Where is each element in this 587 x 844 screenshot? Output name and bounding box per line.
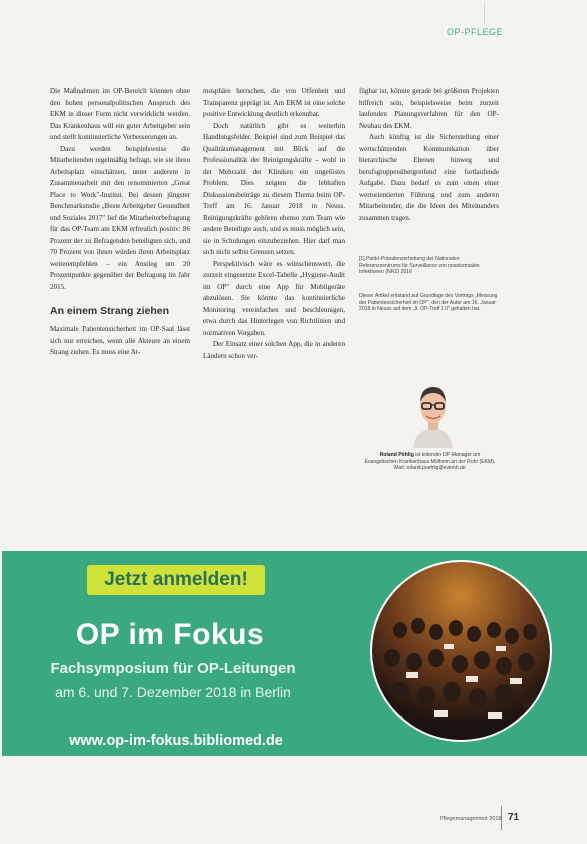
article-column-1: [50, 86, 190, 359]
ad-date: am 6. und 7. Dezember 2018 in Berlin: [55, 684, 291, 700]
conference-audience-photo: [370, 560, 552, 742]
paragraph: Der Einsatz einer solchen App, die in anderen Ländern schon ver-: [203, 340, 345, 360]
paragraph: Die Maßnahmen im OP-Bereich könnten ohne den hohen personalpolitischen Anspruch des EKM in dieser Form nicht verwirklicht werden. Das Krankenhaus will ein guter Arbeitgeber sein und stellt kontinuierliche Verbesserungen an.: [50, 87, 190, 141]
header-rule: [484, 2, 485, 24]
author-portrait: [409, 378, 457, 448]
author-email[interactable]: Mail: roland.poehlig@evkmh.de: [394, 465, 466, 471]
subheading: An einem Strang ziehen: [50, 305, 170, 317]
ad-title: OP im Fokus: [75, 618, 265, 651]
article-source-note: Dieser Artikel entstand auf Grundlage des Vortrags „Messung der Patientensicherheit im OP", den der Autor am 16. Januar 2018 in Neuss auf dem „9. OP-Treff 2.0" gehalten hat.: [359, 293, 498, 313]
ad-subtitle: Fachsymposium für OP-Leitungen: [50, 660, 296, 677]
magazine-name: Pflegemanagement 2018: [440, 816, 502, 822]
page-number: 71: [508, 812, 520, 823]
article-column-3: [359, 86, 499, 224]
author-name: Roland Pöhlig: [379, 452, 414, 458]
author-bio: [363, 452, 497, 472]
author-description: ist leitender OP-Manager am Evangelischen Krankenhaus Mülheim an der Ruhr (EKM).: [364, 452, 496, 465]
paragraph: Perspektivisch wäre es wünschenswert, die zurzeit eingesetzte Excel-Tabelle „Hygiene-Audit im OP" durch eine App für Mobilgeräte abzulösen. Sie könnte das kontinuierliche Monitoring vereinfachen und beschleunigen, etwa durch das Hinterlegen von Richtlinien und normativen Vorgaben.: [203, 259, 345, 337]
register-button[interactable]: Jetzt anmelden!: [87, 565, 265, 595]
paragraph: fügbar ist, könnte gerade bei größeren Projekten hilfreich sein, beispielsweise beim zurzeit laufenden Planungsverfahren für den OP-Neubau des EKM.: [359, 87, 499, 130]
footnote: [1] Punkt-Prävalenzerhebung der Nationalen Referenzzentrums für Surveillance von nosokomialen Infektionen (NRZ) 2016: [359, 256, 480, 276]
paragraph: Doch natürlich gibt es weiterhin Handlungsfelder. Beispiel sind zum Beispiel das Qualitätsmanagement mit Blick auf die Professionalität der Reinigungskräfte – wohl in der Mehrzahl der Kliniken ein ungelöstes Problem. Dies zeigten die lebhaften Diskussionsbeiträge zu diesem Thema beim OP-Treff am 16. Januar 2018 in Neuss. Reinigungskräfte gehören ebenso zum Team wie andere Beteiligte auch, und es muss möglich sein, sie in Schulungen einzubeziehen. Hier darf man sich nicht selbst Grenzen setzen.: [203, 121, 345, 256]
paragraph: Maximale Patientensicherheit im OP-Saal lässt sich nur erreichen, wenn alle Akteure an einem Strang ziehen. Es muss eine At-: [50, 325, 190, 356]
paragraph: mosphäre herrschen, die von Offenheit und Transparenz geprägt ist. Am EKM ist eine solche positive Entwicklung deutlich erkennbar.: [203, 87, 345, 118]
ad-website-link[interactable]: www.op-im-fokus.bibliomed.de: [69, 733, 283, 749]
section-label: OP-PFLEGE: [446, 27, 503, 37]
paragraph: Auch künftig ist die Sicherstellung einer wertschätzenden Kommunikation über hierarchische Ebenen hinweg und berufsgruppenübergreifend eine fortlaufende Aufgabe. Dazu bedarf es zum einen einer wertorientierten Führung und zum anderen Mitarbeitender, die die Ideen des Miteinanders zusammen tragen.: [359, 133, 499, 222]
article-column-2: [203, 86, 345, 362]
paragraph: Dazu werden beispielsweise die Mitarbeitenden regelmäßig befragt, wie sie ihren Arbeitsplatz einschätzen, unter anderem in Zusammenarbeit mit den renommierten „Great Place to Work"-Institut. Bei dessen jüngster Benchmarkstudie „Beste Arbeitgeber Gesundheit und Soziales 2017" lief die Mitarbeiterbefragung für das OP-Team am EKM erfreulich positiv: 86 Prozent der zu Befragenden beteiligten sich, und 70 Prozent von ihnen würden ihren Arbeitsplatz weiterempfehlen – ein Anstieg um 20 Prozentpunkte gegenüber der Befragung im Jahr 2015.: [50, 144, 190, 291]
